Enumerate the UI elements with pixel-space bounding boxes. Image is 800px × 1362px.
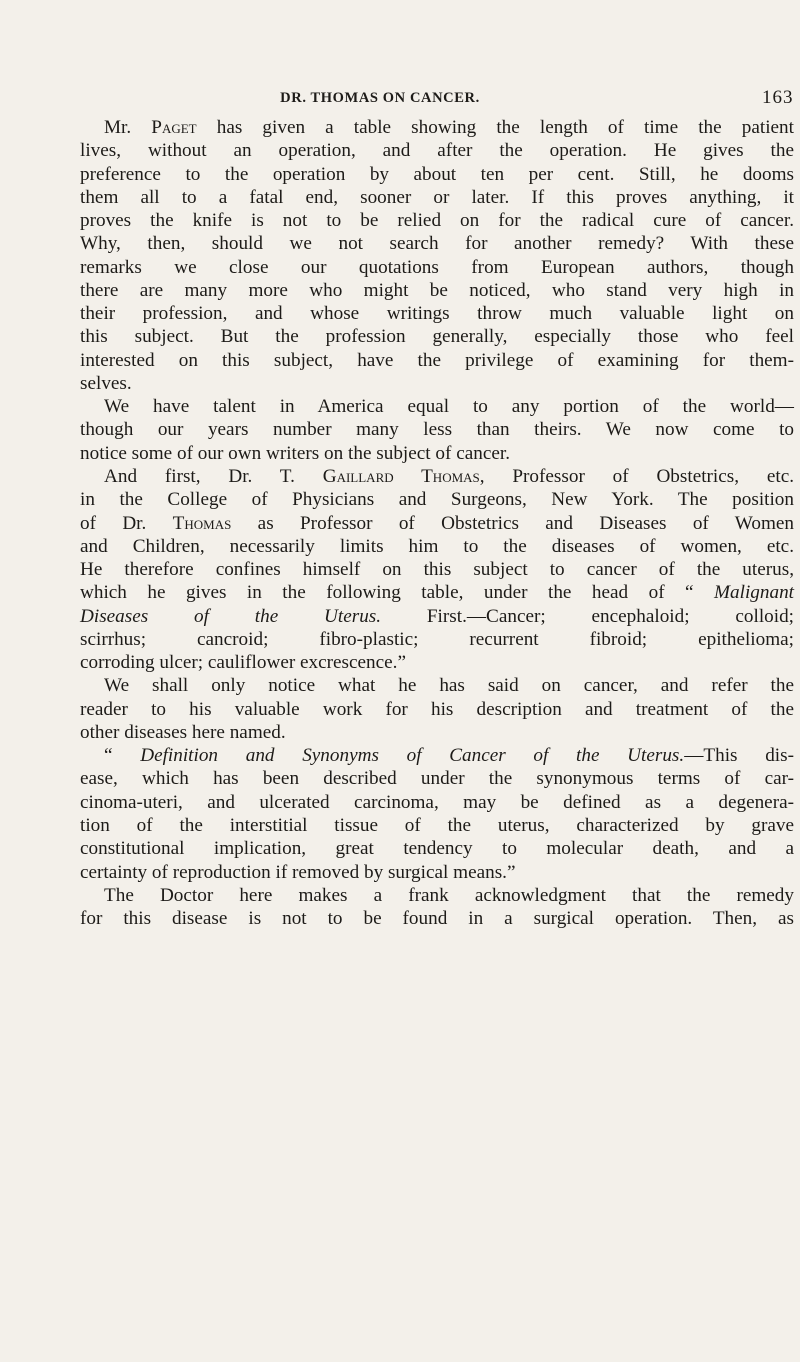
text-line [80, 256, 794, 279]
text-segment: their profession, and whose writings throw much valuable light on [80, 303, 794, 325]
running-head [0, 88, 800, 110]
text-segment: though our years number many less than theirs. We now come to [80, 419, 794, 441]
text-segment: notice some of our own writers on the subject of cancer. [80, 442, 510, 464]
text-segment: Mr. [104, 117, 152, 138]
text-segment: there are many more who might be noticed, who stand very high in [80, 279, 794, 301]
text-segment: scirrhus; cancroid; fibro-plastic; recurrent fibroid; epithelioma; [80, 628, 794, 650]
text-line [80, 232, 794, 255]
text-segment: for this disease is not to be found in a surgical operation. Then, as [80, 908, 794, 930]
text-line [80, 558, 794, 581]
text-segment: ease, which has been described under the synonymous terms of car- [80, 768, 794, 790]
text-line [80, 325, 794, 348]
text-segment: which he gives in the following table, under the head of “ [80, 582, 715, 604]
text-segment: The Doctor here makes a frank acknowledgment that the remedy [104, 884, 794, 906]
text-line [80, 767, 794, 790]
small-caps-name: Gaillard Thomas [322, 465, 480, 487]
text-segment: interested on this subject, have the privilege of examining for them- [80, 349, 794, 371]
text-segment: Why, then, should we not search for another remedy? With these [80, 233, 794, 255]
text-segment: other diseases here named. [80, 721, 286, 743]
text-line [80, 884, 794, 907]
italic-text: Diseases of the Uterus. [80, 605, 382, 627]
text-line [80, 163, 794, 186]
italic-text: Malignant [714, 582, 794, 604]
text-line [80, 116, 794, 139]
running-title: DR. THOMAS ON CANCER. [280, 90, 480, 106]
text-segment: —This dis- [684, 745, 794, 767]
text-segment: remarks we close our quotations from European authors, though [80, 256, 794, 278]
text-segment: preference to the operation by about ten per cent. Still, he dooms [80, 163, 794, 185]
text-line [80, 186, 794, 209]
text-line [80, 139, 794, 162]
text-segment: has given a table showing the length of time the patient [196, 117, 794, 138]
text-line [80, 698, 794, 721]
text-line [80, 581, 794, 604]
text-line [80, 349, 794, 372]
text-segment: selves. [80, 372, 132, 394]
text-segment: , Professor of Obstetrics, etc. [479, 465, 795, 487]
text-line [80, 837, 794, 860]
text-segment: He therefore confines himself on this subject to cancer of the uterus, [80, 559, 794, 581]
text-segment: them all to a fatal end, sooner or later. If this proves anything, it [80, 186, 794, 208]
text-line [80, 279, 794, 302]
text-line [80, 302, 794, 325]
text-segment: First.—Cancer; encephaloid; colloid; [381, 605, 794, 627]
text-line [80, 442, 794, 465]
text-line [80, 861, 794, 884]
text-line [80, 372, 794, 395]
text-segment: lives, without an operation, and after the operation. He gives the [80, 140, 794, 162]
text-segment: this subject. But the profession generally, especially those who feel [80, 326, 794, 348]
text-segment: cinoma-uteri, and ulcerated carcinoma, may be defined as a degenera- [80, 791, 794, 813]
text-line [80, 721, 794, 744]
text-line [80, 418, 794, 441]
italic-text: Definition and Synonyms of Cancer of the Uterus. [140, 745, 685, 767]
page-number: 163 [762, 87, 794, 108]
text-segment: of Dr. [80, 512, 173, 534]
text-segment: tion of the interstitial tissue of the uterus, characterized by grave [80, 814, 794, 836]
text-line [80, 605, 794, 628]
text-line [80, 488, 794, 511]
text-line [80, 535, 794, 558]
text-line [80, 814, 794, 837]
text-segment: certainty of reproduction if removed by surgical means.” [80, 861, 516, 883]
text-segment: and Children, necessarily limits him to the diseases of women, etc. [80, 535, 794, 557]
text-segment: And first, Dr. T. [104, 465, 323, 487]
text-segment: as Professor of Obstetrics and Diseases of Women [231, 512, 794, 534]
small-caps-name: Thomas [172, 512, 232, 534]
text-segment: proves the knife is not to be relied on for the radical cure of cancer. [80, 210, 794, 232]
text-line [80, 512, 794, 535]
body-text [80, 116, 794, 930]
text-line [80, 907, 794, 930]
text-segment: in the College of Physicians and Surgeons, New York. The position [80, 489, 794, 511]
small-caps-name: Paget [151, 117, 197, 138]
text-segment: We have talent in America equal to any portion of the world— [104, 396, 794, 418]
text-segment: We shall only notice what he has said on cancer, and refer the [104, 675, 794, 697]
text-segment: “ [104, 745, 141, 767]
text-line [80, 395, 794, 418]
text-segment: constitutional implication, great tendency to molecular death, and a [80, 838, 794, 860]
text-segment: reader to his valuable work for his description and treatment of the [80, 698, 794, 720]
text-line [80, 744, 794, 767]
text-line [80, 465, 794, 488]
text-line [80, 628, 794, 651]
text-segment: corroding ulcer; cauliflower excrescence.” [80, 652, 407, 674]
text-line [80, 791, 794, 814]
text-line [80, 209, 794, 232]
text-line [80, 674, 794, 697]
text-line [80, 651, 794, 674]
